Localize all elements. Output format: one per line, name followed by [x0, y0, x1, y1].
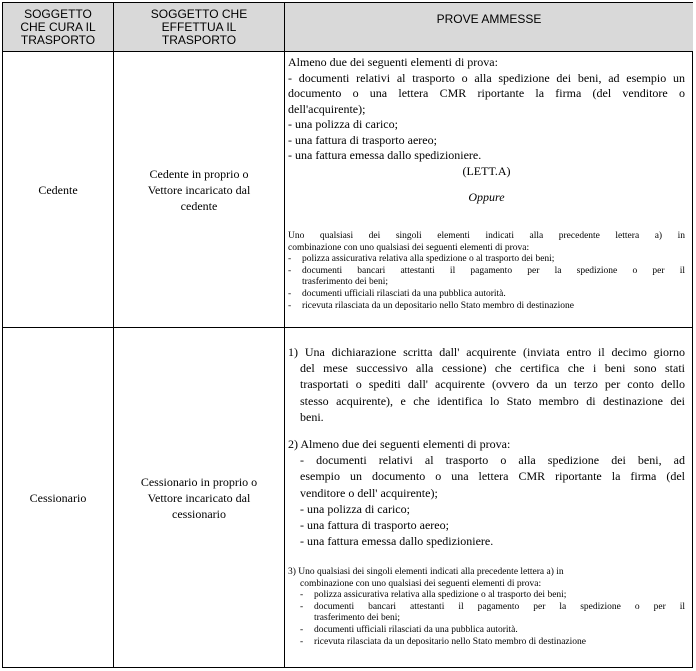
- list-item-text: ricevuta rilasciata da un depositario nello Stato membro di destinazione: [314, 636, 586, 647]
- bullet: -: [300, 590, 304, 601]
- list-item-text: trasferimento dei beni;: [314, 613, 400, 624]
- list-item-text: polizza assicurativa relativa alla spedizione o al trasporto dei beni;: [314, 590, 567, 601]
- row2-carrier-cell: [114, 328, 284, 668]
- header-text: PROVE AMMESSE: [436, 12, 542, 26]
- row1-carrier-cell: [114, 52, 284, 327]
- list-item-text: ricevuta rilasciata da un depositario nello Stato membro di destinazione: [302, 300, 574, 311]
- list-item: [288, 289, 685, 301]
- bullet: -: [288, 300, 292, 311]
- list-item: [288, 301, 685, 313]
- subject-label: Cessionario: [29, 491, 87, 505]
- row2-proofs-3: [288, 567, 685, 648]
- proof-item: - una fattura di trasporto aereo;: [300, 518, 449, 533]
- header-cell-carrier: [114, 3, 284, 51]
- or-label: Oppure: [468, 190, 505, 204]
- list-item: [288, 266, 685, 289]
- proof-item: - una fattura emessa dallo spedizioniere.: [288, 148, 482, 162]
- proof-text: stesso acquirente), e che identifica lo Stato membro di destinazione dei: [300, 393, 685, 408]
- header-text: SOGGETTO CHE: [150, 6, 248, 21]
- bullet: -: [288, 265, 292, 276]
- carrier-text: Vettore incaricato dal: [147, 491, 251, 505]
- proof-intro: combinazione con uno qualsiasi dei seguenti elementi di prova:: [288, 242, 530, 253]
- header-cell-proofs: [285, 3, 693, 51]
- proof-intro: 3) Uno qualsiasi dei singoli elementi indicati alla precedente lettera a) in: [288, 567, 564, 577]
- bullet: -: [300, 636, 304, 647]
- proof-intro: Almeno due dei seguenti elementi di prova:: [288, 55, 498, 69]
- proof-item: esempio un documento o una lettera CMR riportante la firma (del: [300, 469, 685, 484]
- bullet: -: [288, 254, 292, 265]
- list-item: [288, 254, 685, 266]
- column-divider: [284, 3, 285, 667]
- proof-intro: combinazione con uno qualsiasi dei seguenti elementi di prova:: [300, 578, 542, 589]
- header-text: TRASPORTO: [161, 32, 237, 47]
- proofs-table: [2, 2, 693, 668]
- proof-item: - una fattura emessa dallo spedizioniere.: [300, 534, 494, 549]
- carrier-text: Cedente in proprio o: [149, 166, 249, 181]
- proof-item: - documenti relativi al trasporto o alla spedizione dei beni, ad: [300, 453, 685, 468]
- proof-item: - una fattura di trasporto aereo;: [288, 132, 437, 147]
- proof-item: - documenti relativi al trasporto o alla spedizione dei beni, ad esempio un: [288, 70, 685, 85]
- list-item-text: documenti bancari attestanti il pagamento per la spedizione o per il: [314, 601, 685, 612]
- row2-proofs-1: [288, 344, 685, 425]
- letter-label: (LETT.A): [462, 163, 511, 178]
- proof-item: - una polizza di carico;: [288, 117, 398, 131]
- header-text: CHE CURA IL: [20, 19, 96, 34]
- row1-proofs-a: [288, 55, 685, 206]
- list-item: [288, 625, 685, 637]
- row1-proofs-b: [288, 231, 685, 312]
- header-text: EFFETTUA IL: [161, 19, 237, 34]
- proof-item: venditore o dell' acquirente);: [300, 485, 438, 500]
- header-text: TRASPORTO: [20, 32, 96, 47]
- proof-intro: Uno qualsiasi dei singoli elementi indicati alla precedente lettera a) in: [288, 231, 685, 241]
- bullet: -: [300, 601, 304, 612]
- carrier-text: Cessionario in proprio o: [140, 475, 258, 489]
- proof-text: trasportati o spediti dall' acquirente (ovvero da un terzo per conto dello: [300, 377, 685, 392]
- header-cell-carrier-manager: [3, 3, 113, 51]
- carrier-text: cessionario: [172, 507, 226, 521]
- row2-subject-cell: [3, 328, 113, 668]
- proof-item: documento o una lettera CMR riportante la firma (del venditore o: [288, 86, 685, 100]
- proof-item: - una polizza di carico;: [300, 501, 410, 516]
- list-item-text: trasferimento dei beni;: [302, 277, 388, 288]
- proof-intro: 2) Almeno due dei seguenti elementi di prova:: [288, 437, 511, 451]
- list-item: [288, 602, 685, 625]
- list-item-text: polizza assicurativa relativa alla spedizione o al trasporto dei beni;: [302, 254, 555, 265]
- carrier-text: Vettore incaricato dal: [147, 182, 251, 197]
- list-item: [288, 590, 685, 602]
- list-item: [288, 637, 685, 649]
- carrier-text: cedente: [180, 198, 218, 213]
- proof-text: beni.: [300, 409, 324, 424]
- row1-subject-cell: [3, 52, 113, 327]
- list-item-text: documenti bancari attestanti il pagamento per la spedizione o per il: [302, 265, 685, 276]
- bullet: -: [300, 624, 304, 635]
- list-item-text: documenti ufficiali rilasciati da una pubblica autorità.: [314, 624, 518, 635]
- proof-text: del mese successivo alla cessione) che certifica che i beni sono stati: [300, 361, 685, 376]
- subject-label: Cedente: [38, 182, 78, 197]
- proof-text: 1) Una dichiarazione scritta dall' acquirente (inviata entro il decimo giorno: [288, 345, 685, 359]
- proof-item: dell'acquirente);: [288, 101, 366, 116]
- row2-proofs-2: [288, 436, 685, 549]
- list-item-text: documenti ufficiali rilasciati da una pubblica autorità.: [302, 288, 506, 299]
- header-text: SOGGETTO: [24, 6, 92, 21]
- bullet: -: [288, 288, 292, 299]
